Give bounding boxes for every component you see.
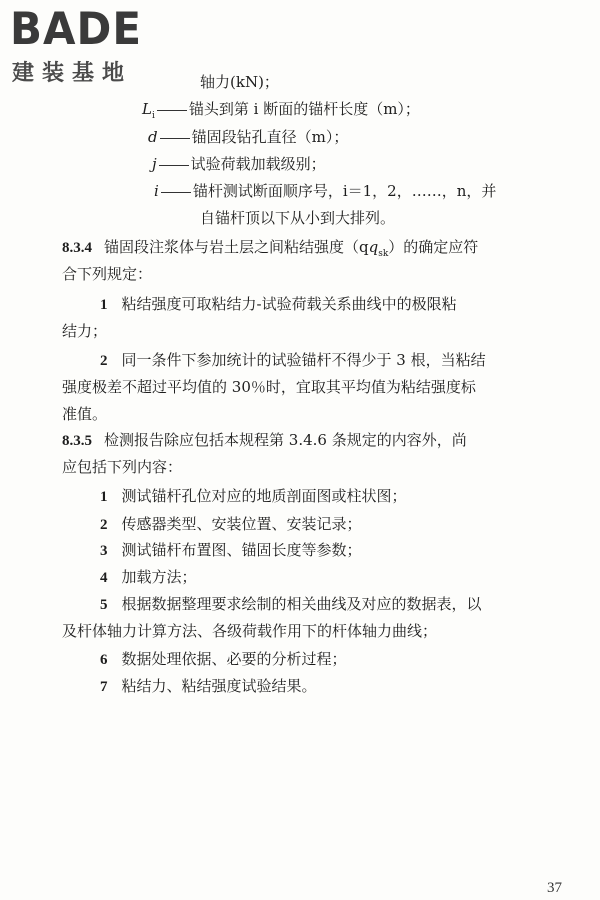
item-text: 加载方法； — [121, 568, 197, 586]
section-8-3-5-heading — [62, 430, 467, 451]
section-8-3-5-line2: 应包括下列内容： — [62, 458, 183, 476]
item-text: 测试锚杆孔位对应的地质剖面图或柱状图； — [121, 487, 407, 505]
item-text: 传感器类型、安装位置、安装记录； — [121, 515, 362, 533]
list-item — [100, 676, 317, 697]
section-8-3-4-line2: 合下列规定： — [62, 265, 153, 283]
list-item-continuation: 准值。 — [62, 405, 108, 423]
em-dash — [161, 192, 191, 193]
item-number: 1 — [100, 297, 108, 313]
list-item — [100, 567, 197, 588]
item-number: 5 — [100, 597, 108, 613]
em-dash — [157, 110, 187, 111]
em-dash — [160, 138, 190, 139]
list-item — [100, 514, 362, 535]
list-item — [100, 486, 407, 507]
item-text: 粘结力、粘结强度试验结果。 — [121, 677, 317, 695]
definition-text: 试验荷载加载级别； — [190, 155, 326, 173]
section-text: 检测报告除应包括本规程第 3.4.6 条规定的内容外，尚 — [104, 431, 467, 449]
q-symbol: q — [368, 238, 379, 256]
item-number: 2 — [100, 517, 108, 533]
item-number: 3 — [100, 543, 108, 559]
section-text: 锚固段注浆体与岩土层之间粘结强度（q — [104, 238, 369, 256]
page-number: 37 — [547, 880, 562, 896]
list-item — [100, 540, 362, 561]
symbol: i — [154, 182, 159, 200]
list-item — [100, 594, 482, 615]
bade-logo — [10, 2, 180, 86]
definition-i — [154, 181, 496, 201]
definition-text: 锚固段钻孔直径（m）； — [191, 128, 349, 146]
q-subscript: sk — [378, 249, 389, 259]
list-item-continuation: 及杆体轴力计算方法、各级荷载作用下的杆体轴力曲线； — [62, 622, 438, 640]
definition-L — [142, 99, 420, 126]
definition-continuation: 自锚杆顶以下从小到大排列。 — [200, 209, 396, 227]
definition-d — [148, 127, 348, 147]
section-number: 8.3.4 — [62, 240, 92, 256]
item-text: 数据处理依据、必要的分析过程； — [121, 650, 347, 668]
symbol: d — [148, 128, 158, 146]
section-number: 8.3.5 — [62, 433, 92, 449]
item-number: 4 — [100, 570, 108, 586]
item-text: 测试锚杆布置图、锚固长度等参数； — [121, 541, 362, 559]
continuation-line: 轴力(kN)； — [200, 73, 279, 91]
symbol: j — [152, 155, 157, 173]
list-item — [100, 649, 347, 670]
list-item-continuation: 强度极差不超过平均值的 30％时，宜取其平均值为粘结强度标 — [62, 378, 476, 396]
section-text-end: ）的确定应符 — [388, 238, 479, 256]
item-number: 6 — [100, 652, 108, 668]
item-text: 粘结强度可取粘结力-试验荷载关系曲线中的极限粘 — [121, 295, 457, 313]
item-number: 1 — [100, 489, 108, 505]
item-text: 同一条件下参加统计的试验锚杆不得少于 3 根，当粘结 — [121, 351, 486, 369]
list-item — [100, 350, 486, 371]
list-item — [100, 294, 457, 315]
logo-subtitle: 建装基地 — [12, 61, 133, 86]
symbol: L — [142, 100, 152, 118]
em-dash — [159, 165, 189, 166]
symbol-subscript: i — [151, 111, 155, 121]
list-item-continuation: 结力； — [62, 322, 108, 340]
item-number: 7 — [100, 679, 108, 695]
section-8-3-4-heading — [62, 237, 478, 264]
definition-text: 锚杆测试断面顺序号，i＝1，2，……，n，并 — [192, 182, 497, 200]
definition-j — [152, 154, 326, 174]
item-text: 根据数据整理要求绘制的相关曲线及对应的数据表，以 — [121, 595, 482, 613]
logo-wordmark: BADE — [10, 2, 143, 55]
item-number: 2 — [100, 353, 108, 369]
definition-text: 锚头到第 i 断面的锚杆长度（m）； — [188, 100, 420, 118]
